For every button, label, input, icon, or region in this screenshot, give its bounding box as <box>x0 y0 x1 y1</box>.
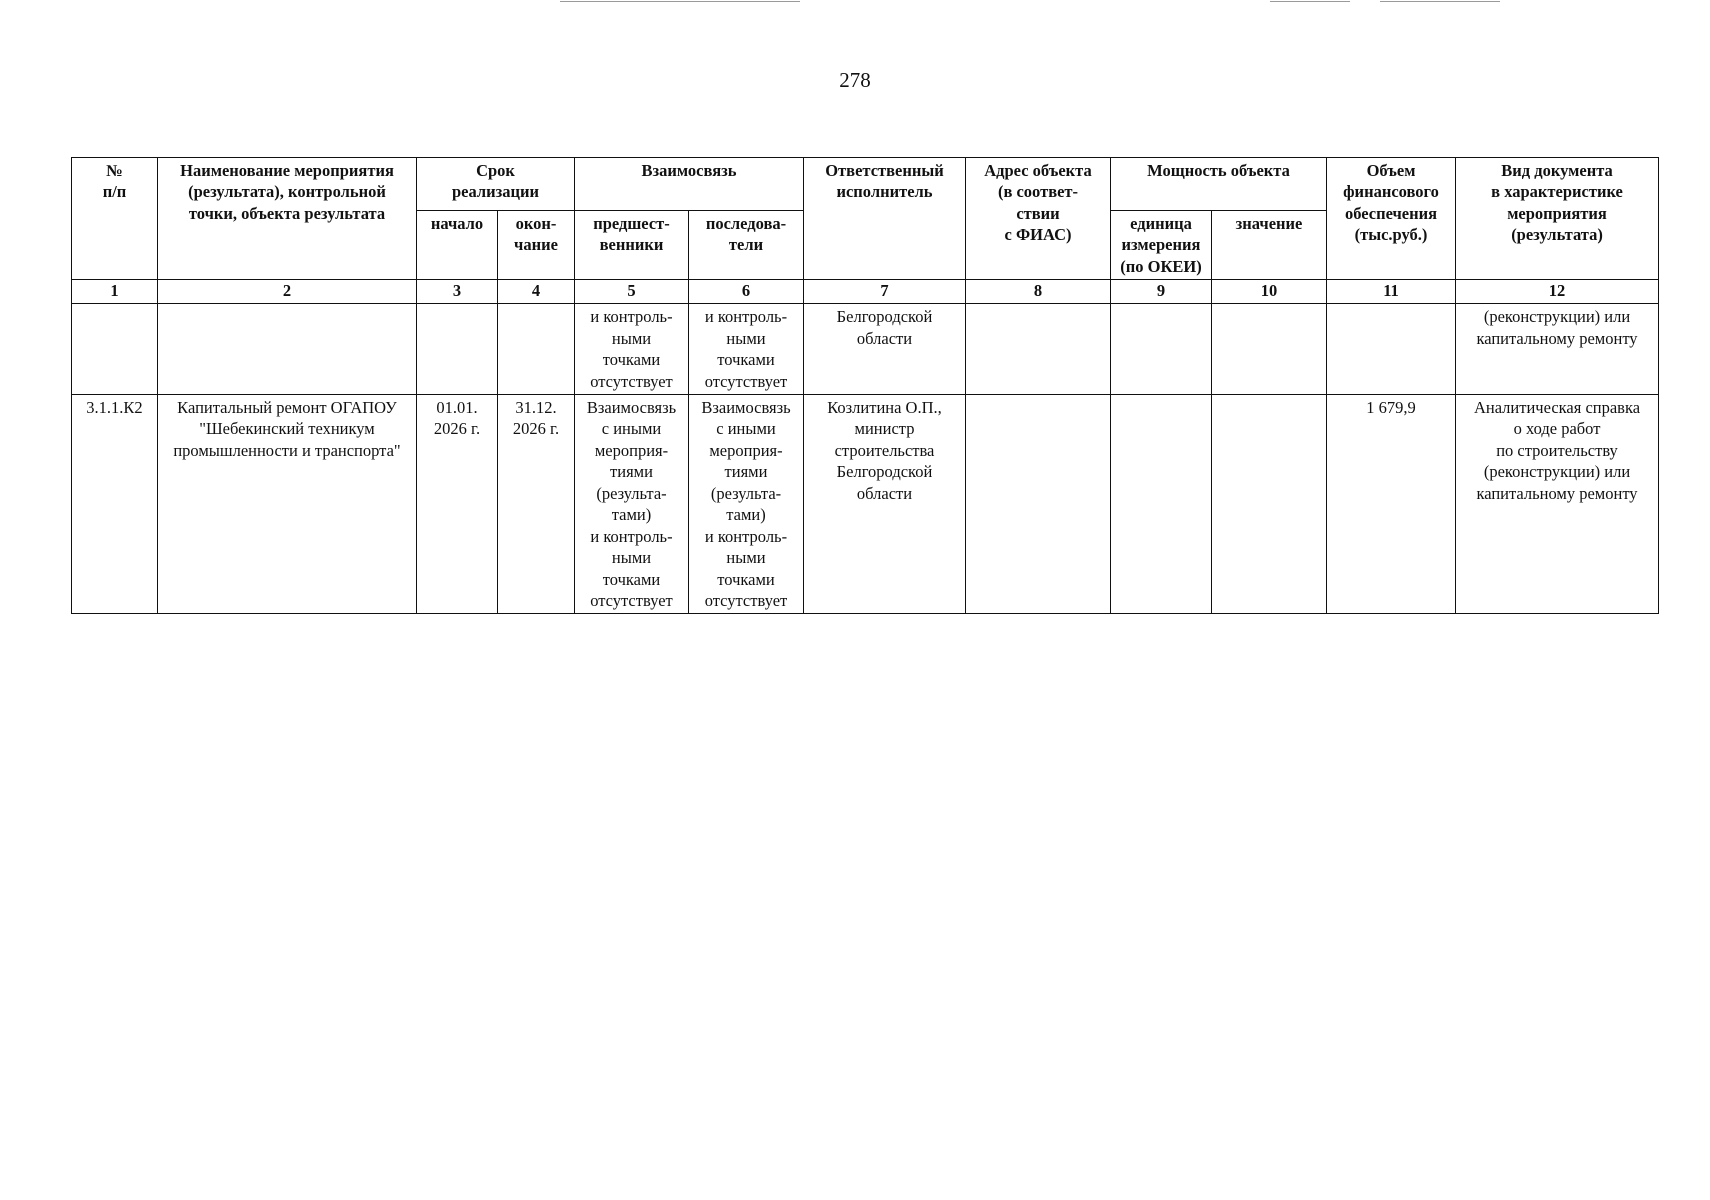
cell-start: 01.01. 2026 г. <box>417 395 498 614</box>
cell-finance: 1 679,9 <box>1327 395 1456 614</box>
cell-start <box>417 304 498 395</box>
header-relation-prev: предшест- венники <box>575 211 689 280</box>
header-term: Срок реализации <box>417 158 575 211</box>
scan-line <box>1270 1 1350 2</box>
header-num: № п/п <box>72 158 158 280</box>
column-number: 9 <box>1111 280 1212 304</box>
measures-table <box>71 157 1659 614</box>
cell-unit <box>1111 395 1212 614</box>
table-row <box>72 304 1659 395</box>
cell-num <box>72 304 158 395</box>
cell-prev: Взаимосвязь с иными мероприя- тиями (результа- тами) и контроль- ными точками отсутствует <box>575 395 689 614</box>
column-number-row <box>72 280 1659 304</box>
header-finance: Объем финансового обеспечения (тыс.руб.) <box>1327 158 1456 280</box>
cell-next: и контроль- ными точками отсутствует <box>689 304 804 395</box>
header-responsible: Ответственный исполнитель <box>804 158 966 280</box>
column-number: 10 <box>1212 280 1327 304</box>
column-number: 3 <box>417 280 498 304</box>
header-capacity-unit: единица измерения (по ОКЕИ) <box>1111 211 1212 280</box>
column-number: 4 <box>498 280 575 304</box>
cell-doc: (реконструкции) или капитальному ремонту <box>1456 304 1659 395</box>
header-capacity-value: значение <box>1212 211 1327 280</box>
header-doc-type: Вид документа в характеристике мероприятия (результата) <box>1456 158 1659 280</box>
column-number: 8 <box>966 280 1111 304</box>
column-number: 7 <box>804 280 966 304</box>
column-number: 2 <box>158 280 417 304</box>
column-number: 12 <box>1456 280 1659 304</box>
column-number: 5 <box>575 280 689 304</box>
cell-name <box>158 304 417 395</box>
page-number: 278 <box>839 68 871 92</box>
table-row <box>72 395 1659 614</box>
column-number: 11 <box>1327 280 1456 304</box>
header-term-start: начало <box>417 211 498 280</box>
column-number: 1 <box>72 280 158 304</box>
cell-num: 3.1.1.К2 <box>72 395 158 614</box>
scan-line <box>560 1 800 2</box>
column-number: 6 <box>689 280 804 304</box>
cell-responsible: Козлитина О.П., министр строительства Белгородской области <box>804 395 966 614</box>
header-address: Адрес объекта (в соответ- ствии с ФИАС) <box>966 158 1111 280</box>
cell-unit <box>1111 304 1212 395</box>
cell-prev: и контроль- ными точками отсутствует <box>575 304 689 395</box>
cell-next: Взаимосвязь с иными мероприя- тиями (результа- тами) и контроль- ными точками отсутствует <box>689 395 804 614</box>
header-relation: Взаимосвязь <box>575 158 804 211</box>
cell-address <box>966 395 1111 614</box>
cell-name: Капитальный ремонт ОГАПОУ "Шебекинский техникум промышленности и транспорта" <box>158 395 417 614</box>
cell-value <box>1212 304 1327 395</box>
header-name: Наименование мероприятия (результата), контрольной точки, объекта результата <box>158 158 417 280</box>
cell-doc: Аналитическая справка о ходе работ по строительству (реконструкции) или капитальному ремонту <box>1456 395 1659 614</box>
cell-value <box>1212 395 1327 614</box>
header-capacity: Мощность объекта <box>1111 158 1327 211</box>
cell-end <box>498 304 575 395</box>
cell-finance <box>1327 304 1456 395</box>
header-relation-next: последова- тели <box>689 211 804 280</box>
cell-end: 31.12. 2026 г. <box>498 395 575 614</box>
scan-line <box>1380 1 1500 2</box>
header-term-end: окон- чание <box>498 211 575 280</box>
cell-responsible: Белгородской области <box>804 304 966 395</box>
cell-address <box>966 304 1111 395</box>
